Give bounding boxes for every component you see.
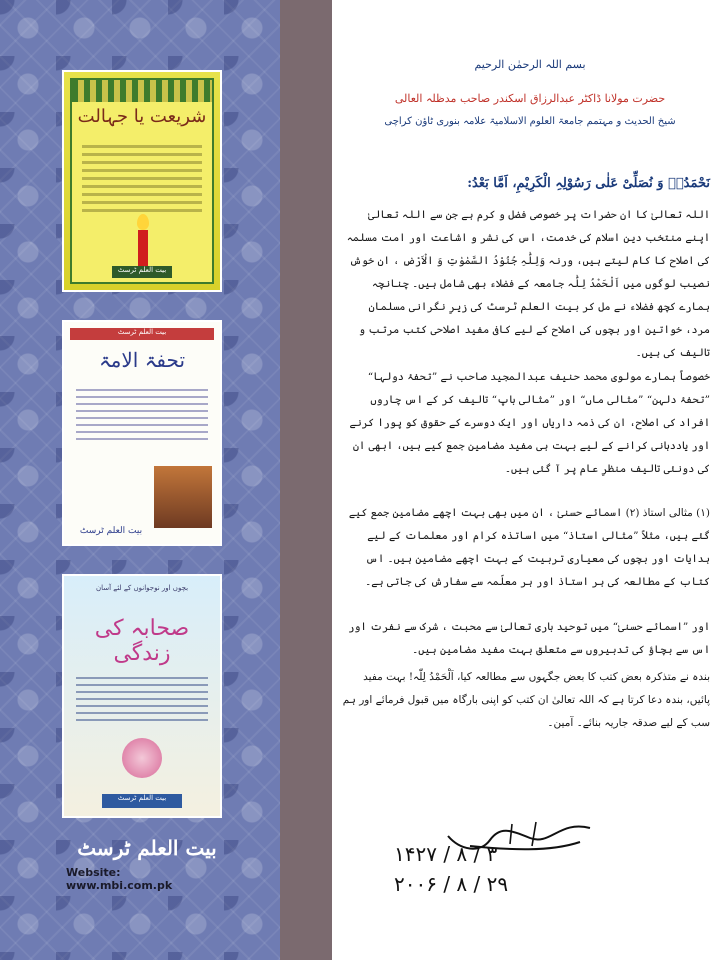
paragraph-5: بندہ نے متذکرہ بعض کتب کا بعض جگہوں سے مطالعہ کیا، اَلْحَمْدُ لِلّٰہ! بہت مفید پائیں، بندہ دعا کرتا ہے کہ اللہ تعالیٰ ان کتب کو اپنی بارگاہ میں قبول فرمائے اور ہم سب کے لیے صدقہ جاریہ بنائے۔ آمین۔ — [342, 671, 710, 729]
author-designation: شیخ الحدیث و مہتمم جامعۃ العلوم الاسلامیۃ علامہ بنوری ٹاؤن کراچی — [384, 116, 676, 127]
website-link[interactable]: Website: www.mbi.com.pk — [66, 866, 173, 892]
foreword-page — [340, 0, 720, 960]
book1-title: شریعت یا جہالت — [77, 106, 207, 127]
candle-icon — [138, 230, 148, 270]
book2-text-lines — [76, 384, 208, 445]
book3-title: صحابہ کی زندگی — [94, 616, 190, 666]
paragraph-3: (۱) مثالی استاذ (۲) اسمائے حسنیٰ ، ان میں بھی بہت اچھے مضامین جمع کیے گئے ہیں، مثلاً ”مثالی استاذ“ میں اساتذہ کرام اور معلمات کے لیے ہدایات اور بچوں کی معیاری تربیت کے بہت اچھے مضامین ہیں۔ اس کتاب کے مطالعہ کی ہر استاذ اور ہر معلّمہ سے سفارش کی جاتی ہے۔ — [348, 507, 710, 588]
publisher-logo: بیت العلم ٹرسٹ — [77, 836, 217, 860]
author-name: حضرت مولانا ڈاکٹر عبدالرزاق اسکندر صاحب مدظلہ العالی — [394, 92, 666, 105]
book3-publisher: بیت العلم ٹرسٹ — [102, 794, 182, 808]
book1-text-lines — [82, 140, 202, 217]
book-cover-sahaba — [64, 576, 220, 816]
book1-publisher: بیت العلم ٹرسٹ — [112, 266, 172, 278]
paragraph-1: اللہ تعالیٰ کا ان حضرات پر خصوصی فضل و کرم ہے جن سے اللہ تعالیٰ اپنے منتخب دین اسلام کی خدمت، اس کی نشر و اشاعت اور امت مسلمہ کی اصلاح کا کام لیتے ہیں، ورنہ وَلِلّٰہِ جُنُوْدُ السَّمٰوٰتِ وَ الْاَرْضِ ، ان خوش نصیب لوگوں میں اَلْحَمْدُ لِلّٰہ جامعہ کے فضلاء بھی شامل ہیں۔ چنانچہ ہمارے کچھ فضلاء نے مل کر بیت العلم ٹرسٹ کی زیرِ نگرانی مسلمان مرد، خواتین اور بچوں کی اصلاح کے لیے کافی مفید اصلاحی کتب مرتب و تالیف کی ہیں۔ — [346, 209, 710, 359]
book3-topline: بچوں اور نوجوانوں کے لئے آسان — [95, 584, 189, 592]
paragraph-4: اور ”اسمائے حسنیٰ“ میں توحید باری تعالیٰ سے محبت ، شرک سے نفرت اور اس سے بچاؤ کی تدبیروں سے متعلق بہت مفید مضامین ہیں۔ — [348, 621, 710, 656]
date-hijri: ۱۴۲۷ / ۸ / ۳ — [394, 842, 498, 866]
book-cover-tuhfat — [64, 322, 220, 544]
candle-flame-icon — [137, 214, 149, 230]
book-cover-shariat — [64, 72, 220, 290]
salutation: نَحْمَدُہٗ وَ نُصَلِّیْ عَلٰی رَسُوْلِہِ الْکَرِیْمِ، اَمَّا بَعْدُ: — [467, 176, 710, 191]
book3-text-lines — [76, 672, 208, 726]
book1-frame — [70, 78, 214, 284]
flower-icon — [122, 738, 162, 778]
book2-publisher: بیت العلم ٹرسٹ — [79, 526, 143, 536]
book2-title: تحفۃ الامۃ — [98, 348, 186, 372]
date-gregorian: ۲۰۰۶ / ۸ / ۲۹ — [394, 872, 509, 896]
book1-top-border — [72, 80, 212, 102]
book2-header: بیت العلم ٹرسٹ — [70, 328, 214, 340]
spine-strip — [280, 0, 332, 960]
bismillah: بسم اللہ الرحمٰن الرحیم — [474, 58, 586, 71]
mosque-photo — [154, 466, 212, 528]
paragraph-2: خصوصاً ہمارے مولوی محمد حنیف عبدالمجید صاحب نے ”تحفۂ دولہا“ ”تحفۂ دلہن“ ”مثالی ماں“ اور ”مثالی باپ“ تالیف کر کے اس چاروں افراد کی اصلاح، ان کی ذمہ داریاں اور ایک دوسرے کے حقوق کو پورا کرنے اور یاددہانی کرانے کے لیے بہت ہی مفید مضامین جمع کیے ہیں، ابھی ان کی دونئی تالیف منظرِ عام پر آ گئی ہیں۔ — [349, 371, 710, 475]
